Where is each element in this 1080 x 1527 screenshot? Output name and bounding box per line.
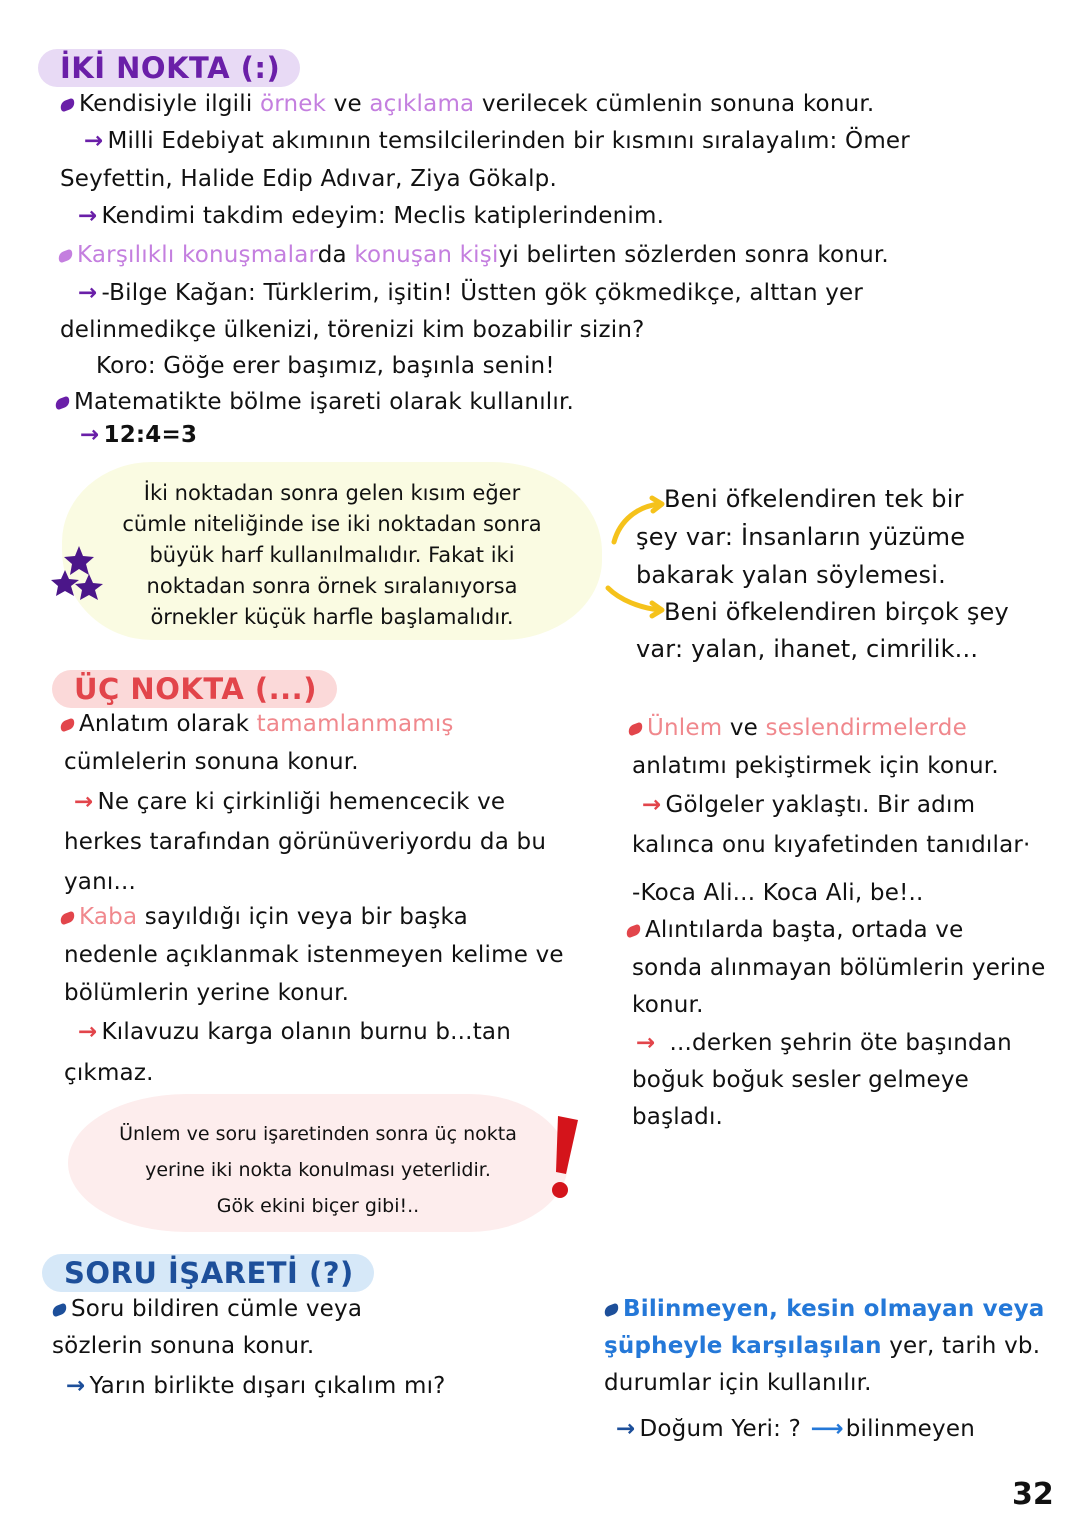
uc-nokta-example-3 — [642, 790, 975, 820]
page-number: 32 — [1012, 1477, 1054, 1512]
rule-text: Anlatım olarak — [79, 711, 257, 737]
iki-nokta-example-3 — [78, 278, 863, 308]
example-text: herkes tarafından görünüveriyordu da bu — [64, 829, 547, 855]
uc-nokta-rule-4 — [626, 915, 963, 945]
uc-nokta-example-2 — [78, 1017, 511, 1047]
note-line: İki noktadan sonra gelen kısım eğer — [143, 481, 521, 505]
arrow-right-icon: → — [74, 789, 94, 815]
iki-nokta-example-2 — [78, 201, 664, 231]
arrow-right-icon: → — [636, 1030, 656, 1056]
soru-rule-1 — [52, 1294, 362, 1324]
example-text: Gölgeler yaklaştı. Bir adım — [665, 792, 976, 818]
note-line: büyük harf kullanılmalıdır. Fakat iki — [149, 543, 515, 567]
rule-text: Soru bildiren cümle veya — [71, 1296, 363, 1322]
highlight-aciklama: açıklama — [369, 91, 475, 117]
example-text: Koro: Göğe erer başımız, başınla senin! — [96, 353, 555, 379]
uc-nokta-example-3-cont — [632, 830, 1031, 860]
highlight-tamamlanmamis: tamamlanmamış — [256, 711, 454, 737]
highlight-karsilikli: Karşılıklı konuşmalar — [77, 242, 318, 268]
iki-nokta-example-3-cont — [60, 315, 645, 345]
example-text: şey var: İnsanların yüzüme — [636, 523, 966, 551]
side-example-1-line3 — [636, 560, 946, 590]
iki-nokta-example-1 — [84, 126, 910, 156]
example-text: başladı. — [632, 1104, 724, 1130]
uc-nokta-rule-2-cont — [64, 940, 564, 970]
rule-text: anlatımı pekiştirmek için konur. — [632, 753, 999, 779]
highlight-konusan-kisi: konuşan kişi — [354, 242, 499, 268]
uc-nokta-example-4-cont2 — [632, 1102, 723, 1132]
side-example-2-line2 — [636, 634, 978, 664]
example-text: bilinmeyen — [845, 1416, 975, 1442]
example-text: çıkmaz. — [64, 1060, 154, 1086]
section-title-iki-nokta: İKİ NOKTA (:) — [38, 49, 300, 87]
example-text: Kendimi takdim edeyim: Meclis katiplerindenim. — [101, 203, 665, 229]
example-text: yanı... — [64, 869, 137, 895]
uc-nokta-rule-3 — [628, 713, 967, 743]
rule-text: Alıntılarda başta, ortada ve — [645, 917, 964, 943]
rule-text: da — [317, 242, 355, 268]
rule-text: ve — [722, 715, 766, 741]
highlight-supheyle: şüpheyle karşılaşılan — [604, 1333, 882, 1359]
note-line: yerine iki nokta konulması yeterlidir. — [145, 1159, 491, 1181]
soru-rule-2-cont2 — [604, 1368, 872, 1398]
rule-text: cümlelerin sonuna konur. — [64, 749, 359, 775]
soru-rule-2 — [604, 1294, 1045, 1324]
note-line: noktadan sonra örnek sıralanıyorsa — [146, 574, 518, 598]
rule-text: yi belirten sözlerden sonra konur. — [498, 242, 889, 268]
arrow-right-icon: → — [84, 128, 104, 154]
example-text: boğuk boğuk sesler gelmeye — [632, 1067, 970, 1093]
bullet-icon — [625, 923, 643, 938]
uc-nokta-example-4 — [636, 1028, 1012, 1058]
uc-nokta-rule-2-cont2 — [64, 978, 349, 1008]
bullet-icon — [59, 97, 77, 112]
arrow-right-icon: → — [78, 280, 98, 306]
curved-arrow-icon — [600, 490, 670, 620]
rule-text: verilecek cümlenin sonuna konur. — [474, 91, 875, 117]
uc-nokta-rule-4-cont — [632, 953, 1045, 983]
soru-rule-2-cont — [604, 1331, 1040, 1361]
arrow-right-icon: → — [642, 792, 662, 818]
rule-text: durumlar için kullanılır. — [604, 1370, 872, 1396]
uc-nokta-example-1 — [74, 787, 505, 817]
example-text: Milli Edebiyat akımının temsilcilerinden bir kısmını sıralayalım: Ömer — [107, 128, 910, 154]
rule-text: Matematikte bölme işareti olarak kullanılır. — [74, 389, 575, 415]
soru-example-2 — [616, 1414, 975, 1444]
arrow-right-icon: → — [78, 203, 98, 229]
stars-icon — [48, 540, 108, 604]
rule-text: sayıldığı için veya bir başka — [137, 904, 468, 930]
example-text: var: yalan, ihanet, cimrilik... — [636, 635, 979, 663]
bullet-icon — [59, 717, 77, 732]
uc-nokta-rule-4-cont2 — [632, 990, 704, 1020]
bullet-icon — [627, 721, 645, 736]
note-line: Ünlem ve soru işaretinden sonra üç nokta — [119, 1123, 517, 1145]
wavy-arrow-icon: ⟶ — [810, 1416, 844, 1442]
example-text: Ne çare ki çirkinliği hemencecik ve — [97, 789, 506, 815]
rule-text: ve — [326, 91, 370, 117]
side-example-1 — [664, 484, 964, 514]
section-title-uc-nokta: ÜÇ NOKTA (...) — [52, 670, 337, 708]
rule-text: bölümlerin yerine konur. — [64, 980, 350, 1006]
example-text: Kılavuzu karga olanın burnu b...tan — [101, 1019, 511, 1045]
example-text: kalınca onu kıyafetinden tanıdılar· — [632, 832, 1031, 858]
uc-nokta-example-1-cont — [64, 827, 546, 857]
note-line: cümle niteliğinde ise iki noktadan sonra — [122, 512, 542, 536]
soru-example-1 — [66, 1371, 446, 1401]
exclamation-icon — [544, 1112, 584, 1202]
highlight-kaba: Kaba — [79, 904, 138, 930]
iki-nokta-rule-2 — [58, 240, 889, 270]
arrow-right-icon: → — [78, 1019, 98, 1045]
bullet-icon — [57, 248, 75, 263]
uc-nokta-example-1-cont2 — [64, 867, 136, 897]
iki-nokta-example-4 — [80, 420, 197, 450]
uc-nokta-example-2-cont — [64, 1058, 154, 1088]
uc-nokta-rule-3-cont — [632, 751, 999, 781]
bullet-icon — [59, 910, 77, 925]
arrow-right-icon: → — [80, 422, 100, 448]
example-text: ...derken şehrin öte başından — [669, 1030, 1012, 1056]
iki-nokta-rule-3 — [55, 387, 574, 417]
example-text: -Bilge Kağan: Türklerim, işitin! Üstten gök çökmedikçe, alttan yer — [101, 280, 864, 306]
uc-nokta-rule-1 — [60, 709, 454, 739]
iki-nokta-example-3-koro — [96, 351, 555, 381]
rule-text: Kendisiyle ilgili — [79, 91, 260, 117]
uc-nokta-rule-1-cont — [64, 747, 359, 777]
bullet-icon — [51, 1302, 69, 1317]
highlight-unlem: Ünlem — [647, 715, 723, 741]
arrow-right-icon: → — [616, 1416, 636, 1442]
highlight-ornek: örnek — [259, 91, 327, 117]
note-uc-nokta — [68, 1094, 568, 1232]
iki-nokta-rule-1 — [60, 89, 874, 119]
section-title-soru-isareti: SORU İŞARETİ (?) — [42, 1254, 374, 1292]
example-text: Beni öfkelendiren tek bir — [664, 485, 964, 513]
bullet-icon — [603, 1302, 621, 1317]
example-text: Beni öfkelendiren birçok şey — [664, 598, 1009, 626]
example-text: Seyfettin, Halide Edip Adıvar, Ziya Gökalp. — [60, 166, 557, 192]
example-text: 12:4=3 — [103, 422, 198, 448]
example-text: Doğum Yeri: ? — [639, 1416, 802, 1442]
iki-nokta-example-1-cont — [60, 164, 557, 194]
side-example-2 — [664, 597, 1009, 627]
example-text: -Koca Ali... Koca Ali, be!.. — [632, 880, 924, 906]
note-line: örnekler küçük harfle başlamalıdır. — [150, 605, 514, 629]
rule-text: sonda alınmayan bölümlerin yerine — [632, 955, 1046, 981]
rule-text: sözlerin sonuna konur. — [52, 1333, 315, 1359]
rule-text: konur. — [632, 992, 704, 1018]
uc-nokta-example-4-cont — [632, 1065, 969, 1095]
soru-rule-1-cont — [52, 1331, 314, 1361]
example-text: bakarak yalan söylemesi. — [636, 561, 946, 589]
highlight-seslendirmelerde: seslendirmelerde — [765, 715, 967, 741]
rule-text: nedenle açıklanmak istenmeyen kelime ve — [64, 942, 564, 968]
uc-nokta-example-3-cont2 — [632, 878, 924, 908]
arrow-right-icon: → — [66, 1373, 86, 1399]
example-text: delinmedikçe ülkenizi, törenizi kim bozabilir sizin? — [60, 317, 645, 343]
note-line: Gök ekini biçer gibi!.. — [216, 1195, 420, 1217]
highlight-bilinmeyen: Bilinmeyen, kesin olmayan veya — [623, 1296, 1045, 1322]
bullet-icon — [54, 395, 72, 410]
note-iki-nokta — [62, 462, 602, 640]
uc-nokta-rule-2 — [60, 902, 468, 932]
side-example-1-line2 — [636, 522, 965, 552]
rule-text: yer, tarih vb. — [881, 1333, 1041, 1359]
example-text: Yarın birlikte dışarı çıkalım mı? — [89, 1373, 446, 1399]
